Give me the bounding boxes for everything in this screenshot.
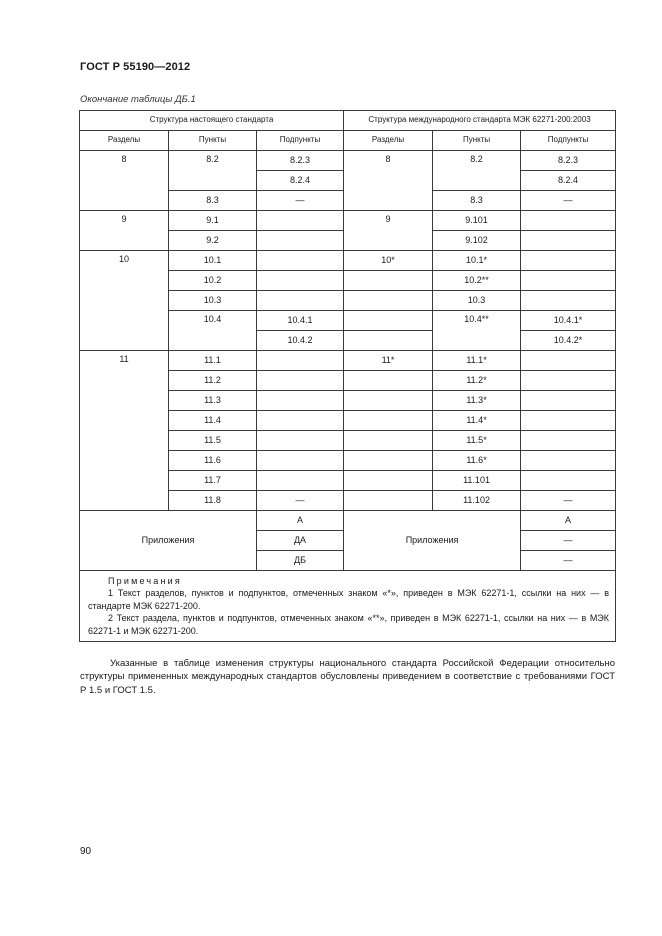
table-cell: [521, 471, 616, 491]
table-cell: 11*: [344, 351, 433, 371]
table-cell: [521, 391, 616, 411]
table-cell: [257, 451, 344, 471]
table-cell: 11.1*: [433, 351, 521, 371]
table-cell: 11.3: [169, 391, 257, 411]
column-header: Разделы: [344, 131, 433, 151]
page-number: 90: [80, 846, 92, 857]
table-row: [80, 511, 616, 531]
table-cell: 11: [80, 351, 169, 511]
table-cell: [344, 471, 433, 491]
table-cell: 10.4.1*: [521, 311, 616, 331]
table-cell: [344, 291, 433, 311]
column-header: Разделы: [80, 131, 169, 151]
table-column-header-row: [80, 131, 616, 151]
table-cell: 8.2.3: [257, 151, 344, 171]
table-cell: 10.3: [433, 291, 521, 311]
table-cell: А: [257, 511, 344, 531]
table-cell: 8.2.4: [257, 171, 344, 191]
table-cell: [344, 311, 433, 331]
table-cell: [257, 291, 344, 311]
table-cell: 11.2: [169, 371, 257, 391]
table-cell: ДА: [257, 531, 344, 551]
note-2: 2 Текст раздела, пунктов и подпунктов, отмеченных знаком «**», приведен в МЭК 62271-1, ссылки на них — в МЭК 62271-1 и МЭК 62271-200.: [88, 613, 610, 636]
table-cell: 11.101: [433, 471, 521, 491]
table-cell: 10: [80, 251, 169, 351]
document-header: ГОСТ Р 55190—2012: [80, 61, 191, 73]
table-cell: 11.3*: [433, 391, 521, 411]
table-cell: [344, 411, 433, 431]
annex-label-right: Приложения: [344, 511, 521, 571]
group-header-international: Структура международного стандарта МЭК 62271-200:2003: [344, 111, 616, 131]
table-caption: Окончание таблицы ДБ.1: [80, 94, 196, 105]
table-cell: —: [521, 551, 616, 571]
table-cell: 11.4*: [433, 411, 521, 431]
column-header: Пункты: [169, 131, 257, 151]
table-cell: А: [521, 511, 616, 531]
table-row: [80, 351, 616, 371]
table-cell: [344, 371, 433, 391]
table-row: [80, 211, 616, 231]
table-cell: [344, 491, 433, 511]
table-cell: [257, 471, 344, 491]
table-cell: —: [521, 191, 616, 211]
table-cell: 10.1: [169, 251, 257, 271]
table-cell: ДБ: [257, 551, 344, 571]
table-cell: [344, 451, 433, 471]
table-cell: [521, 271, 616, 291]
table-row: [80, 251, 616, 271]
table-cell: 8.2: [169, 151, 257, 191]
table-cell: [521, 371, 616, 391]
table-cell: 8.2.4: [521, 171, 616, 191]
table-cell: 11.8: [169, 491, 257, 511]
table-cell: 11.6: [169, 451, 257, 471]
table-cell: [344, 391, 433, 411]
table-cell: 11.1: [169, 351, 257, 371]
table-cell: 11.6*: [433, 451, 521, 471]
table-cell: [257, 431, 344, 451]
table-cell: 9: [344, 211, 433, 251]
table-cell: 11.7: [169, 471, 257, 491]
table-cell: [344, 431, 433, 451]
table-cell: 10.2: [169, 271, 257, 291]
table-cell: 8: [344, 151, 433, 211]
table-cell: [521, 411, 616, 431]
table-cell: [521, 291, 616, 311]
table-cell: 9.102: [433, 231, 521, 251]
table-cell: [521, 431, 616, 451]
table-cell: 8.2: [433, 151, 521, 191]
table-cell: 9.101: [433, 211, 521, 231]
table-cell: 10*: [344, 251, 433, 271]
table-cell: [257, 251, 344, 271]
table-cell: [257, 231, 344, 251]
table-cell: [521, 351, 616, 371]
table-cell: 11.2*: [433, 371, 521, 391]
table-notes-row: [80, 571, 616, 642]
table-cell: 9: [80, 211, 169, 251]
structure-comparison-table: [79, 110, 616, 642]
table-cell: 10.4.2: [257, 331, 344, 351]
table-cell: 9.2: [169, 231, 257, 251]
table-cell: —: [257, 191, 344, 211]
table-cell: [257, 211, 344, 231]
table-cell: 10.4.1: [257, 311, 344, 331]
table-cell: 11.5*: [433, 431, 521, 451]
table-cell: 10.4: [169, 311, 257, 351]
body-paragraph: Указанные в таблице изменения структуры национального стандарта Российской Федерации относительно структуры примененных международных стандартов обусловлены приведением в соответствие с требованиями ГОСТ Р 1.5 и ГОСТ 1.5.: [80, 658, 615, 696]
table-group-header-row: [80, 111, 616, 131]
note-1: 1 Текст разделов, пунктов и подпунктов, отмеченных знаком «*», приведен в МЭК 62271-1, ссылки на них — в стандарте МЭК 62271-200.: [88, 588, 610, 611]
table-cell: 10.4.2*: [521, 331, 616, 351]
annex-label-left: Приложения: [80, 511, 257, 571]
table-cell: [344, 271, 433, 291]
table-cell: [257, 411, 344, 431]
table-cell: [257, 371, 344, 391]
table-cell: 8.3: [433, 191, 521, 211]
notes-title: Примечания: [108, 576, 182, 586]
table-cell: [257, 271, 344, 291]
table-cell: 10.2**: [433, 271, 521, 291]
table-cell: —: [521, 491, 616, 511]
table-cell: 8.3: [169, 191, 257, 211]
table-row: [80, 151, 616, 171]
table-cell: [521, 211, 616, 231]
table-cell: —: [257, 491, 344, 511]
column-header: Пункты: [433, 131, 521, 151]
table-cell: [521, 451, 616, 471]
table-cell: 10.1*: [433, 251, 521, 271]
table-cell: 8: [80, 151, 169, 211]
table-cell: [521, 251, 616, 271]
table-cell: 8.2.3: [521, 151, 616, 171]
table-cell: —: [521, 531, 616, 551]
table-notes: [80, 571, 616, 642]
table-cell: [344, 331, 433, 351]
table-cell: 11.102: [433, 491, 521, 511]
table-cell: 10.3: [169, 291, 257, 311]
table-cell: 11.4: [169, 411, 257, 431]
table-cell: [257, 391, 344, 411]
column-header: Подпункты: [257, 131, 344, 151]
table-cell: 11.5: [169, 431, 257, 451]
table-cell: 10.4**: [433, 311, 521, 351]
group-header-national: Структура настоящего стандарта: [80, 111, 344, 131]
column-header: Подпункты: [521, 131, 616, 151]
table-cell: [257, 351, 344, 371]
table-cell: 9.1: [169, 211, 257, 231]
table-cell: [521, 231, 616, 251]
